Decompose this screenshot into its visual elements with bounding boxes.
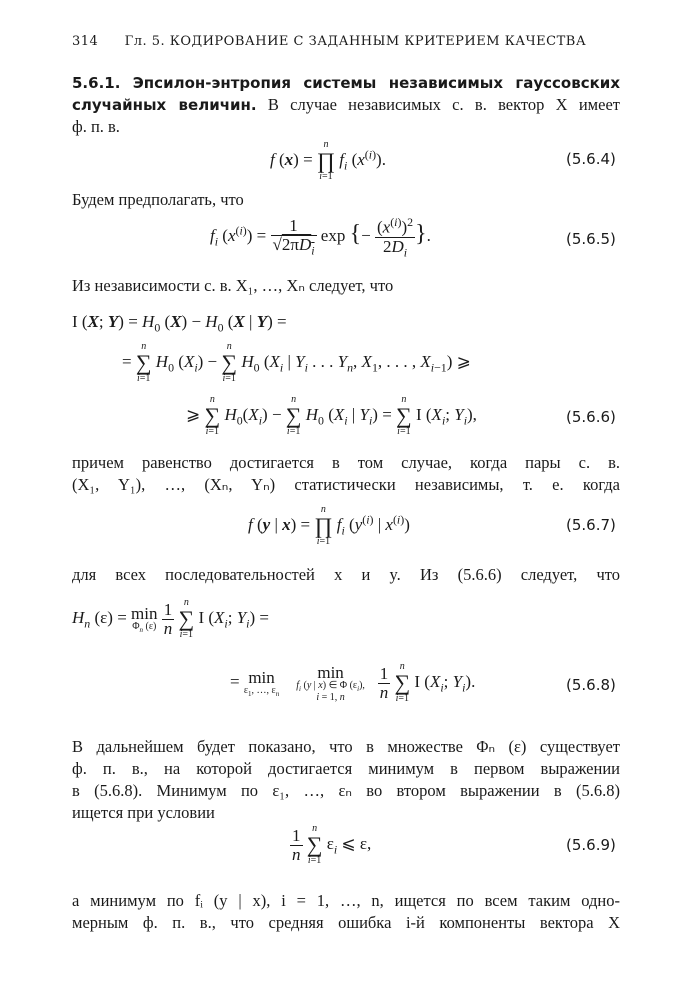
section-title-cont: случайных величин.: [72, 96, 257, 114]
equation-number: (5.6.8): [566, 676, 616, 694]
paragraph-line: (X₁, Y₁), …, (Xₙ, Yₙ) статистически независимы, т. е. когда: [72, 475, 620, 494]
equation-number: (5.6.6): [566, 408, 616, 426]
section-title: 5.6.1. Эпсилон-энтропия системы независимых гауссовских: [72, 74, 620, 92]
paragraph-line: Из независимости с. в. X₁, …, Xₙ следует, что: [72, 276, 394, 295]
intro-end-line: ф. п. в.: [72, 117, 120, 136]
paragraph-line: В дальнейшем будет показано, что в множестве Φₙ (ε) существует: [72, 737, 620, 756]
equation-5-6-8-line2: = min $\varepsilon_1$, …, $\varepsilon_n$ min $f_i$ (y | x) ∈ Φ $(\varepsilon_i)$, i = 1, n $\frac{1}{n}$ n ∑ i=1 I ($X_i$; $Y_i$).: [230, 661, 476, 704]
equation-number: (5.6.4): [566, 150, 616, 168]
paragraph-line: Будем предполагать, что: [72, 190, 244, 209]
equation-5-6-8-line1: $H_n$ (ε) = min $\Phi_n$ (ε) $\frac{1}{n}$ n ∑ i=1 I ($X_i$; $Y_i$) =: [72, 597, 269, 640]
section-intro-line: [72, 94, 620, 116]
intro-text: В случае независимых с. в. вектор X имеет: [256, 95, 620, 114]
running-header: [72, 34, 612, 49]
paragraph-line: мерным ф. п. в., что средняя ошибка i-й компоненты вектора X: [72, 913, 620, 932]
page-number: 314: [72, 34, 99, 49]
running-title: Гл. 5. КОДИРОВАНИЕ С ЗАДАННЫМ КРИТЕРИЕМ КАЧЕСТВА: [124, 34, 587, 49]
equation-number: (5.6.9): [566, 836, 616, 854]
paragraph-line: ищется при условии: [72, 803, 215, 822]
paragraph-line: ф. п. в., на которой достигается минимум в первом выражении: [72, 759, 620, 778]
equation-number: (5.6.7): [566, 516, 616, 534]
equation-number: (5.6.5): [566, 230, 616, 248]
section-heading-line: [72, 72, 620, 94]
paragraph-line: причем равенство достигается в том случае, когда пары с. в.: [72, 453, 620, 472]
equation-5-6-5: $f_i$ $(x^{(i)})$ = $\frac{1}{√2\pi D_i}$ exp {− $\frac{(x^{(i)})^2}{2D_i}$ }.: [210, 215, 431, 259]
paragraph-line: в (5.6.8). Минимум по ε₁, …, εₙ во втором выражении в (5.6.8): [72, 781, 620, 800]
paragraph-line: а минимум по fᵢ (y | x), i = 1, …, n, ищется по всем таким одно-: [72, 891, 620, 910]
equation-5-6-6-line3: ⩾ n ∑ i=1 $H_0(X_i)$ − n ∑ i=1 $H_0$ ($X_i$ | $Y_i$) = n ∑ i=1 I ($X_i$; $Y_i$),: [186, 394, 477, 437]
equation-5-6-6-line1: I (X; $Y) = H_0$ $(X) - H_0$ (X | Y) =: [72, 312, 287, 335]
paragraph-line: для всех последовательностей x и y. Из (5.6.6) следует, что: [72, 565, 620, 584]
equation-5-6-4: f (x) = n ∏ i=1 $f_i$ $(x^{(i)})$.: [270, 139, 386, 182]
equation-5-6-6-line2: = n ∑ i=1 $H_0$ $(X_i)$ − n ∑ i=1 $H_0$ ($X_i$ | $Y_i$ . . . $Y_n$, $X_1$, . . . , $X_{i-1}$) ⩾: [122, 341, 471, 384]
equation-5-6-7: f (y | x) = n ∏ i=1 $f_i$ ($y^{(i)}$ | $x^{(i)}$): [248, 504, 410, 547]
equation-5-6-9: $\frac{1}{n}$ n ∑ i=1 $\varepsilon_i$ ⩽ ε,: [292, 823, 372, 866]
